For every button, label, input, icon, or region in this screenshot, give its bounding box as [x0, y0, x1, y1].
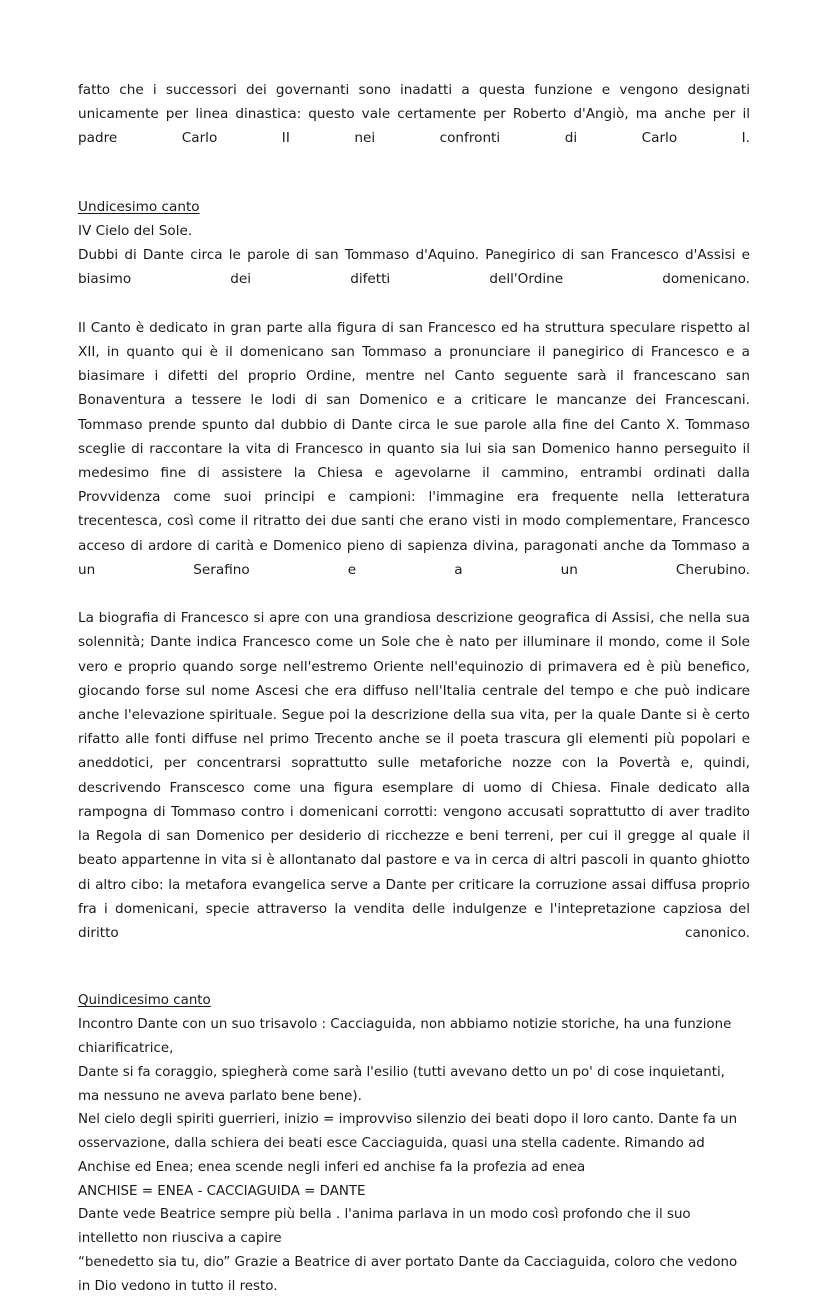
canto-15-equation: ANCHISE = ENEA - CACCIAGUIDA = DANTE: [78, 1183, 366, 1199]
document-page: [78, 78, 750, 1299]
spacer: [78, 969, 750, 989]
section-heading-canto-11: Undicesimo canto: [78, 198, 200, 215]
canto-11-paragraph-2: La biografia di Francesco si apre con una grandiosa descrizione geografica di Assisi, che nella sua solennità; Dante indica Francesco come un Sole che è nato per illuminare il mondo, come il Sole vero e proprio quando sorge nell'estremo Oriente nell'equinozio di primavera ed è più benefico, giocando forse sul nome Ascesi che era diffuso nell'Italia centrale del tempo e che può indicare anche l'elevazione spirituale. Segue poi la descrizione della sua vita, per la quale Dante si è certo rifatto alle fonti diffuse nel primo Trecento anche se il poeta trascura gli elementi più popolari e aneddotici, per concentrarsi soprattutto sulle metaforiche nozze con la Povertà e, quindi, descrivendo Franscesco come una figura esemplare di uomo di Chiesa. Finale dedicato alla rampogna di Tommaso contro i domenicani corrotti: vengono accusati soprattutto di aver tradito la Regola di san Domenico per desiderio di ricchezze e beni terreni, per cui il gregge al quale il beato appartenne in vita si è allontanato dal pastore e va in cerca di altri pascoli in quanto ghiotto di altro cibo: la metafora evangelica serve a Dante per criticare la corruzione assai diffusa proprio fra i domenicani, specie attraverso la vendita delle indulgenze e l'intepretazione capziosa del diritto canonico.: [78, 610, 750, 941]
canto-15-line: Dante vede Beatrice sempre più bella . l'anima parlava in un modo così profondo che il suo intelletto non riusciva a capire: [78, 1207, 691, 1247]
spacer: [78, 175, 750, 195]
canto-15-line: “benedetto sia tu, dio” Grazie a Beatrice di aver portato Dante da Cacciaguida, coloro che vedono in Dio vedono in tutto il resto.: [78, 1255, 738, 1294]
canto-11-summary: Dubbi di Dante circa le parole di san Tommaso d'Aquino. Panegirico di san Francesco d'Assisi e biasimo dei difetti dell'Ordine domenicano.: [78, 247, 750, 288]
section-heading-canto-15: Quindicesimo canto: [78, 993, 211, 1009]
intro-paragraph: fatto che i successori dei governanti sono inadatti a questa funzione e vengono designati unicamente per linea dinastica: questo vale certamente per Roberto d'Angiò, ma anche per il padre Carlo II nei confronti di Carlo I.: [78, 82, 750, 147]
section-subheading: IV Cielo del Sole.: [78, 223, 193, 240]
canto-15-line: Nel cielo degli spiriti guerrieri, inizio = improvviso silenzio dei beati dopo il loro canto. Dante fa un osservazione, dalla schiera dei beati esce Cacciaguida, quasi una stella cadente. Rimando ad Anchise ed Enea; enea scende negli inferi ed anchise fa la profezia ad enea: [78, 1112, 738, 1175]
canto-15-section: [78, 989, 750, 1298]
canto-15-line: Dante si fa coraggio, spiegherà come sarà l'esilio (tutti avevano detto un po' di cose inquietanti, ma nessuno ne aveva parlato bene bene).: [78, 1064, 725, 1104]
canto-15-line: Incontro Dante con un suo trisavolo : Cacciaguida, non abbiamo notizie storiche, ha una funzione chiarificatrice,: [78, 1017, 732, 1056]
canto-11-paragraph-1: Il Canto è dedicato in gran parte alla figura di san Francesco ed ha struttura speculare rispetto al XII, in quanto qui è il domenicano san Tommaso a pronunciare il panegirico di Francesco e a biasimare i difetti del proprio Ordine, mentre nel Canto seguente sarà il francescano san Bonaventura a tessere le lodi di san Domenico e a criticare le mancanze dei Francescani. Tommaso prende spunto dal dubbio di Dante circa le sue parole alla fine del Canto X. Tommaso sceglie di raccontare la vita di Francesco in quanto sia lui sia san Domenico hanno perseguito il medesimo fine di assistere la Chiesa e agevolarne il cammino, entrambi ordinati dalla Provvidenza come suoi principi e campioni: l'immagine era frequente nella letteratura trecentesca, così come il ritratto dei due santi che erano visti in modo complementare, Francesco acceso di ardore di carità e Domenico pieno di sapienza divina, paragonati anche da Tommaso a un Serafino e a un Cherubino.: [78, 319, 750, 578]
